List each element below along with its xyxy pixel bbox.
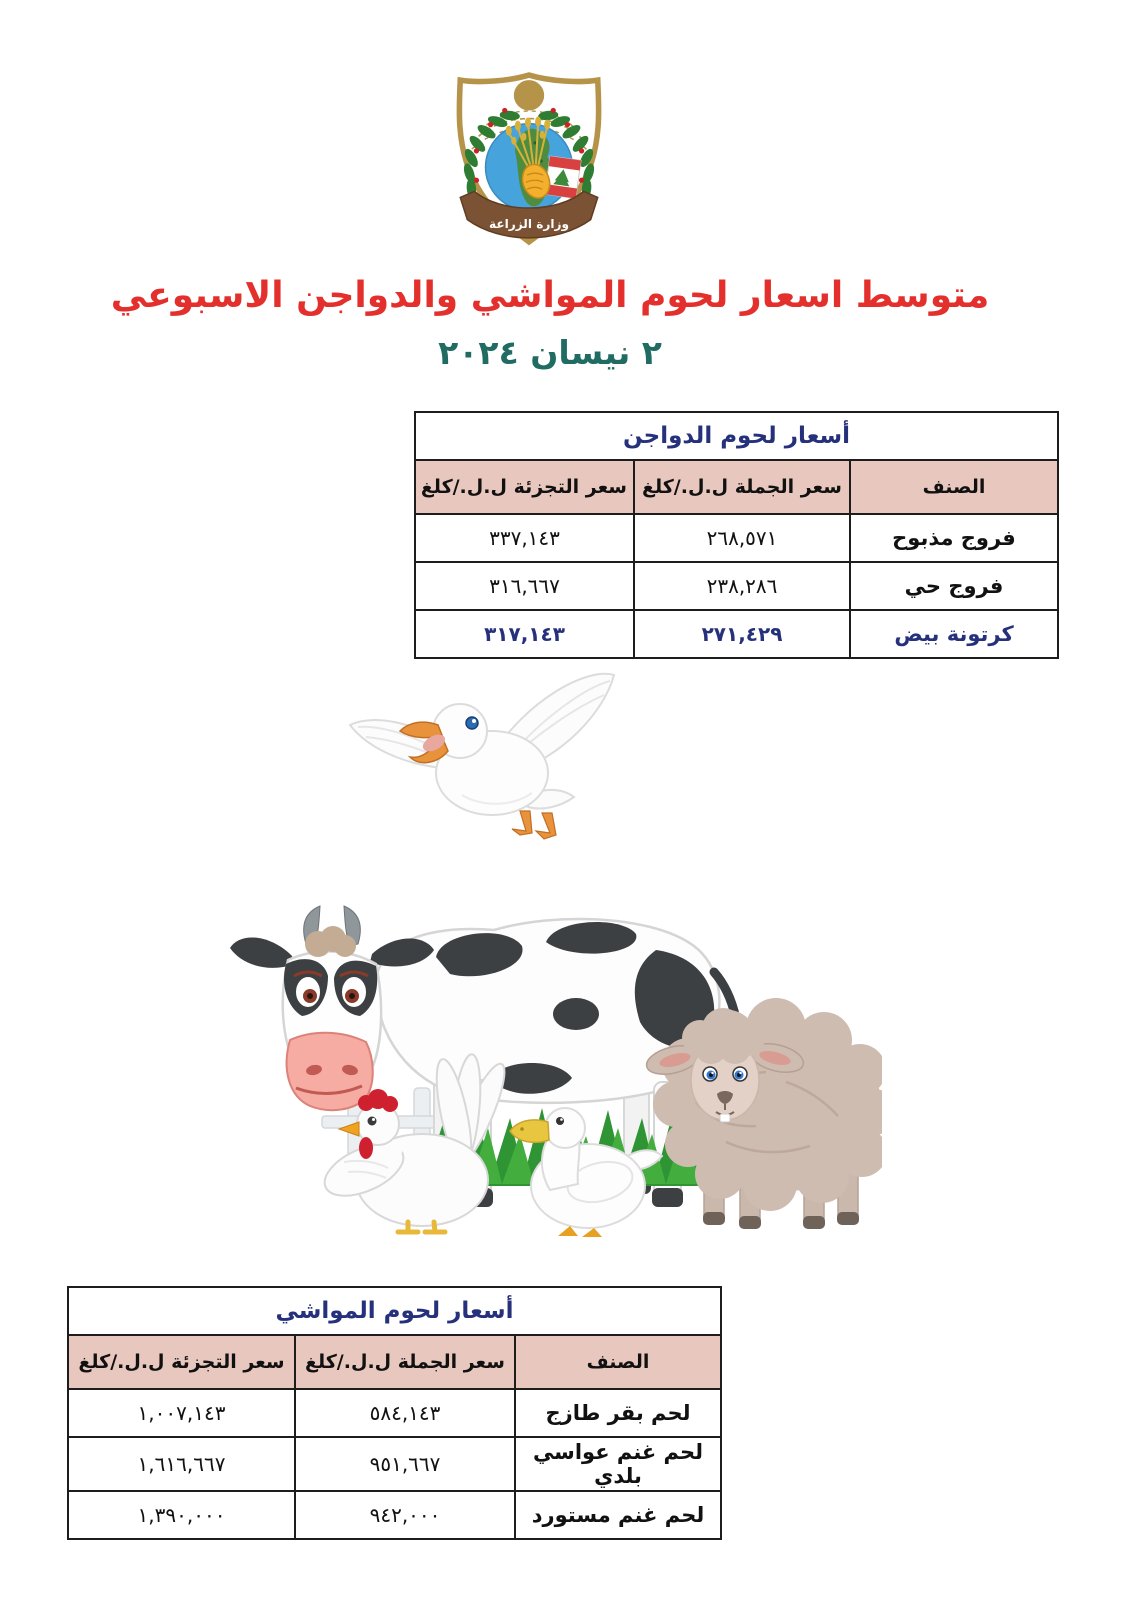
- wholesale-cell: ٢٧١,٤٢٩: [634, 610, 850, 658]
- column-header-item: الصنف: [850, 460, 1058, 514]
- wholesale-cell: ٩٤٢,٠٠٠: [295, 1491, 515, 1539]
- column-header-retail: سعر التجزئة ل.ل./كلغ: [68, 1335, 295, 1389]
- retail-cell: ١,٠٠٧,١٤٣: [68, 1389, 295, 1437]
- livestock-table-title: أسعار لحوم المواشي: [68, 1287, 721, 1335]
- poultry-price-table: [414, 411, 1059, 659]
- table-row: [415, 514, 1058, 562]
- item-cell: لحم بقر طازج: [515, 1389, 721, 1437]
- poultry-header-row: [415, 460, 1058, 514]
- table-row: [68, 1389, 721, 1437]
- flying-duck-icon: [342, 655, 624, 847]
- item-cell: فروج حي: [850, 562, 1058, 610]
- title-block: [95, 272, 1005, 372]
- item-cell: لحم غنم مستورد: [515, 1491, 721, 1539]
- ministry-logo: [438, 66, 620, 250]
- logo-banner-label: وزارة الزراعة: [488, 216, 570, 231]
- table-row: [415, 562, 1058, 610]
- item-cell: كرتونة بيض: [850, 610, 1058, 658]
- page-title: متوسط اسعار لحوم المواشي والدواجن الاسبوعي: [110, 275, 990, 316]
- retail-cell: ٣٣٧,١٤٣: [415, 514, 634, 562]
- column-header-wholesale: سعر الجملة ل.ل./كلغ: [634, 460, 850, 514]
- wholesale-cell: ٢٦٨,٥٧١: [634, 514, 850, 562]
- livestock-header-row: [68, 1335, 721, 1389]
- flying-duck-illustration: [342, 655, 624, 847]
- table-row: [68, 1491, 721, 1539]
- table-row: [68, 1437, 721, 1491]
- page-date: ٢ نيسان ٢٠٢٤: [438, 332, 662, 372]
- column-header-retail: سعر التجزئة ل.ل./كلغ: [415, 460, 634, 514]
- retail-cell: ٣١٧,١٤٣: [415, 610, 634, 658]
- ministry-emblem-icon: [438, 66, 620, 250]
- table-row-highlighted: [415, 610, 1058, 658]
- retail-cell: ٣١٦,٦٦٧: [415, 562, 634, 610]
- farm-animals-illustration: [226, 872, 882, 1237]
- retail-cell: ١,٣٩٠,٠٠٠: [68, 1491, 295, 1539]
- retail-cell: ١,٦١٦,٦٦٧: [68, 1437, 295, 1491]
- item-cell: لحم غنم عواسي بلدي: [515, 1437, 721, 1491]
- wholesale-cell: ٢٣٨,٢٨٦: [634, 562, 850, 610]
- livestock-price-table: [67, 1286, 722, 1540]
- farm-animals-icon: [226, 872, 882, 1237]
- wholesale-cell: ٥٨٤,١٤٣: [295, 1389, 515, 1437]
- item-cell: فروج مذبوح: [850, 514, 1058, 562]
- column-header-wholesale: سعر الجملة ل.ل./كلغ: [295, 1335, 515, 1389]
- poultry-table-title: أسعار لحوم الدواجن: [415, 412, 1058, 460]
- wholesale-cell: ٩٥١,٦٦٧: [295, 1437, 515, 1491]
- column-header-item: الصنف: [515, 1335, 721, 1389]
